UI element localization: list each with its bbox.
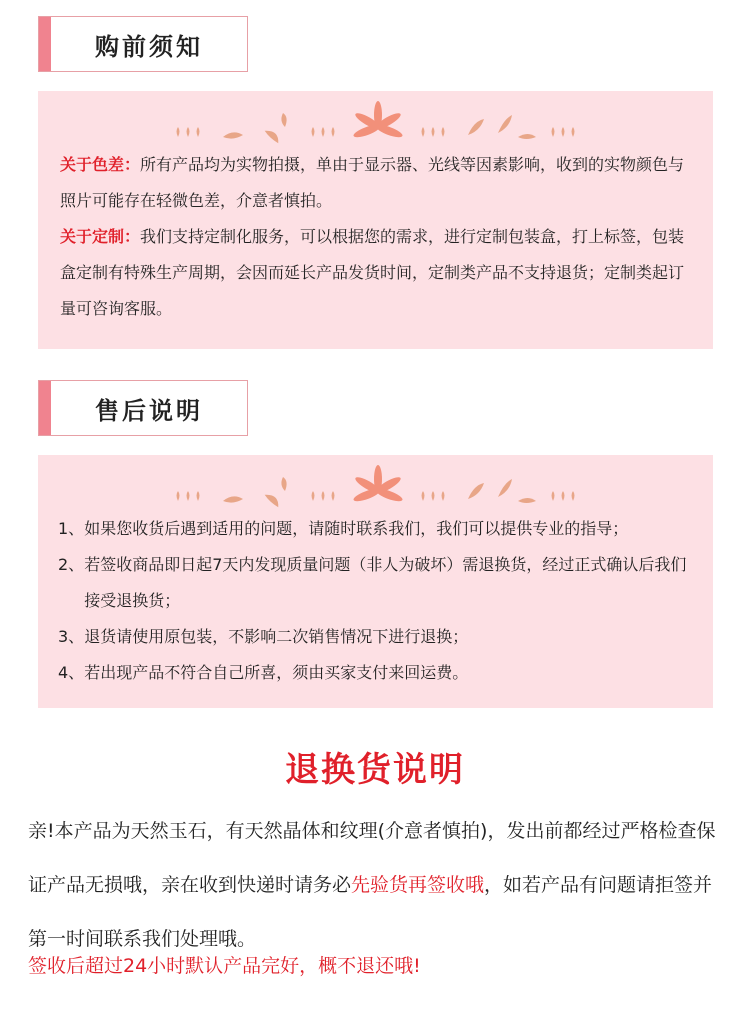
- list-item-text: 若签收商品即日起7天内发现质量问题（非人为破坏）需退换货，经过正式确认后我们接受退换货；: [84, 555, 687, 610]
- return-policy-paragraph: [28, 804, 726, 966]
- notice-text: [60, 147, 691, 327]
- list-item: [58, 619, 693, 655]
- notice-item-color: [60, 147, 691, 219]
- list-item: [58, 511, 693, 547]
- list-item-text: 若出现产品不符合自己所喜，须由买家支付来回运费。: [84, 663, 469, 682]
- notice-label-custom: 关于定制：: [60, 227, 141, 246]
- heading-accent-bar: [39, 381, 51, 435]
- heading-accent-bar: [39, 17, 51, 71]
- floral-ornament-icon: [168, 461, 588, 511]
- final-notice: 签收后超过24小时默认产品完好，概不退还哦!: [28, 955, 421, 977]
- heading-tab-aftersales: [38, 380, 248, 436]
- floral-ornament-icon: [168, 97, 588, 147]
- notice-text-custom: 我们支持定制化服务，可以根据您的需求，进行定制包装盒，打上标签，包装盒定制有特殊生产周期，会因而延长产品发货时间，定制类产品不支持退货；定制类起订量可咨询客服。: [60, 227, 685, 318]
- list-item-text: 如果您收货后遇到适用的问题，请随时联系我们，我们可以提供专业的指导；: [84, 519, 629, 538]
- list-item-text: 退货请使用原包装，不影响二次销售情况下进行退换；: [84, 627, 469, 646]
- aftersales-list: [58, 511, 693, 691]
- notice-label-color: 关于色差：: [60, 155, 141, 174]
- list-item: [58, 655, 693, 691]
- notice-text-color: 所有产品均为实物拍摄，单由于显示器、光线等因素影响，收到的实物颜色与照片可能存在轻微色差，介意者慎拍。: [60, 155, 685, 210]
- list-item-number: 3、: [58, 627, 85, 646]
- heading-aftersales-label: 售后说明: [95, 396, 203, 425]
- list-item-number: 1、: [58, 519, 85, 538]
- para-highlight: 先验货再签收哦: [351, 874, 485, 896]
- heading-tab-notice: [38, 16, 248, 72]
- list-item-number: 2、: [58, 555, 85, 574]
- list-item-number: 4、: [58, 663, 85, 682]
- aftersales-box: [38, 455, 713, 708]
- heading-notice-label: 购前须知: [95, 32, 203, 61]
- notice-item-custom: [60, 219, 691, 327]
- para-part-1: 亲!本产品为天然玉石，有天然晶体和纹理(介意者慎拍)，发出前都经过严格检查保证产品无损哦，亲在收到快递时请务必: [28, 820, 716, 896]
- para-part-2: ，如若产品有问题请拒签并第一时间联系我们处理哦。: [28, 874, 713, 950]
- return-policy-title: 退换货说明: [285, 750, 465, 790]
- list-item: [58, 547, 693, 619]
- notice-box: [38, 91, 713, 349]
